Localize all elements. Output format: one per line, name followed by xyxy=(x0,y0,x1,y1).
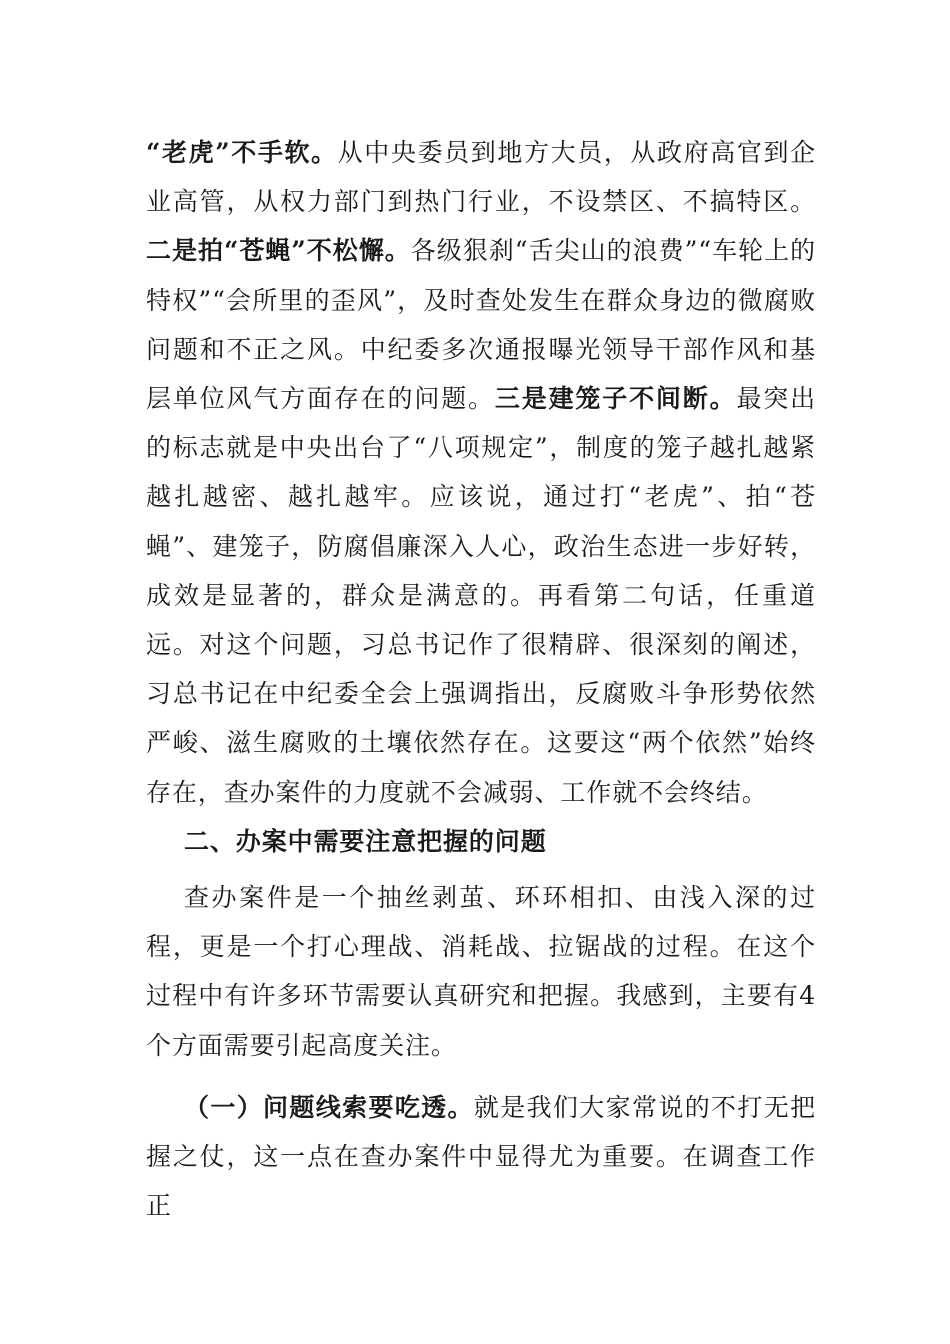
text-tigers-detail: 从中央委员到地方大员，从政府高官到企业高管，从权力部门到热门行业，不设禁区、不搞特区。 xyxy=(146,138,816,217)
bold-phrase-flies: 二是拍“苍蝇”不松懈。 xyxy=(146,236,411,266)
paragraph-clue-analysis xyxy=(146,1083,816,1231)
paragraph-case-process: 查办案件是一个抽丝剥茧、环环相扣、由浅入深的过程，更是一个打心理战、消耗战、拉锯战的过程。在这个过程中有许多环节需要认真研究和把握。我感到，主要有4个方面需要引起高度关注。 xyxy=(146,883,816,1060)
section-heading-2: 二、办案中需要注意把握的问题 xyxy=(184,826,547,856)
document-page xyxy=(146,128,816,1230)
bold-phrase-tigers: “老虎”不手软。 xyxy=(146,138,338,167)
bold-phrase-cages: 三是建笼子不间断。 xyxy=(494,384,737,414)
text-clue-detail: 就是我们大家常说的不打无把握之仗，这一点在查办案件中显得尤为重要。在调查工作正 xyxy=(146,1092,816,1221)
text-cages-detail: 最突出的标志就是中央出台了“八项规定”，制度的笼子越扎越紧越扎越密、越扎越牢。应该说，通过打“老虎”、拍“苍蝇”、建笼子，防腐倡廉深入人心，政治生态进一步好转，成效是显著的，群众是满意的。再看第二句话，任重道远。对这个问题，习总书记作了很精辟、很深刻的阐述，习总书记在中纪委全会上强调指出，反腐败斗争形势依然严峻、滋生腐败的土壤依然存在。这要这“两个依然”始终存在，查办案件的力度就不会减弱、工作就不会终结。 xyxy=(146,384,817,807)
text-flies-detail: 各级狠刹“舌尖山的浪费”“车轮上的特权”“会所里的歪风”，及时查处发生在群众身边的微腐败问题和不正之风。中纪委多次通报曝光领导干部作风和基层单位风气方面存在的问题。 xyxy=(146,236,816,414)
bold-subheading-1: （一）问题线索要吃透。 xyxy=(184,1092,474,1122)
paragraph-tigers-flies-cages xyxy=(146,128,816,817)
